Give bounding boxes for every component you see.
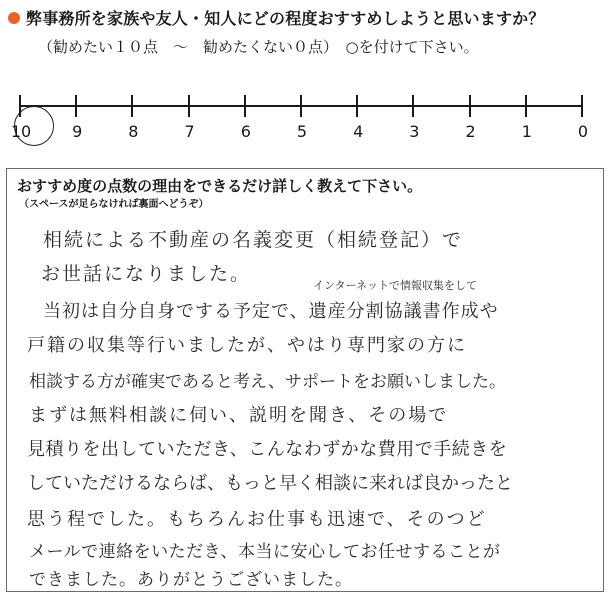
scale-tick bbox=[525, 95, 527, 117]
handwritten-line: していただけるならば、もっと早く相談に来れば良かったと bbox=[27, 473, 513, 494]
handwritten-line: 見積りを出していただき、こんなわずかな費用で手続きを bbox=[27, 439, 508, 460]
scale-tick bbox=[244, 95, 246, 117]
bullet-icon bbox=[8, 12, 20, 24]
scale-tick bbox=[412, 95, 414, 117]
comment-title: おすすめ度の点数の理由をできるだけ詳しく教えて下さい。 bbox=[17, 177, 423, 195]
scale-tick bbox=[188, 95, 190, 117]
scale-label-0[interactable]: 0 bbox=[577, 122, 589, 141]
scale-tick bbox=[300, 95, 302, 117]
handwritten-line: 相続による不動産の名義変更（相続登記）で bbox=[43, 229, 464, 251]
scale-label-5[interactable]: 5 bbox=[296, 122, 308, 141]
handwritten-insert-note: インターネットで情報収集をして bbox=[313, 279, 478, 292]
scale-tick bbox=[131, 95, 133, 117]
scale-label-7[interactable]: 7 bbox=[184, 122, 195, 141]
handwritten-line: 相談する方が確実であると考え、サポートをお願いしました。 bbox=[29, 372, 507, 392]
comment-note: （スペースが足らなければ裏面へどうぞ） bbox=[19, 199, 209, 210]
scale-label-10[interactable]: 10 bbox=[10, 122, 32, 141]
question-instruction: （勧めたい１０点 ～ 勧めたくない０点） ○を付けて下さい。 bbox=[38, 38, 479, 56]
scale-label-6[interactable]: 6 bbox=[240, 122, 251, 141]
scale-label-3[interactable]: 3 bbox=[409, 122, 420, 141]
question-title-text: 弊事務所を家族や友人・知人にどの程度おすすめしようと思いますか？ bbox=[26, 9, 545, 28]
scale-label-2[interactable]: 2 bbox=[465, 122, 476, 141]
scale-label-9[interactable]: 9 bbox=[72, 122, 83, 141]
handwritten-line: 当初は自分自身でする予定で、遺産分割協議書作成や bbox=[43, 301, 499, 322]
scale-tick bbox=[469, 95, 471, 117]
scale-label-4[interactable]: 4 bbox=[353, 122, 364, 141]
comment-box bbox=[6, 168, 604, 592]
scale-tick bbox=[356, 95, 358, 117]
handwritten-line: まずは無料相談に伺い、説明を聞き、その場で bbox=[29, 405, 449, 426]
handwritten-line: 思う程でした。もちろんお仕事も迅速で、そのつど bbox=[27, 509, 487, 530]
handwritten-line: できました。ありがとうございました。 bbox=[29, 570, 353, 590]
scale-label-1[interactable]: 1 bbox=[521, 122, 532, 141]
rating-scale bbox=[0, 88, 610, 148]
scale-tick bbox=[581, 95, 583, 117]
scale-tick bbox=[19, 95, 21, 117]
handwritten-line: 戸籍の収集等行いましたが、やはり専門家の方に bbox=[27, 335, 467, 356]
handwritten-line: メールで連絡をいただき、本当に安心してお任せすることが bbox=[29, 542, 501, 562]
handwritten-line: お世話になりました。 bbox=[41, 263, 252, 285]
question-title bbox=[8, 6, 545, 29]
scale-tick bbox=[75, 95, 77, 117]
scale-label-8[interactable]: 8 bbox=[128, 122, 139, 141]
